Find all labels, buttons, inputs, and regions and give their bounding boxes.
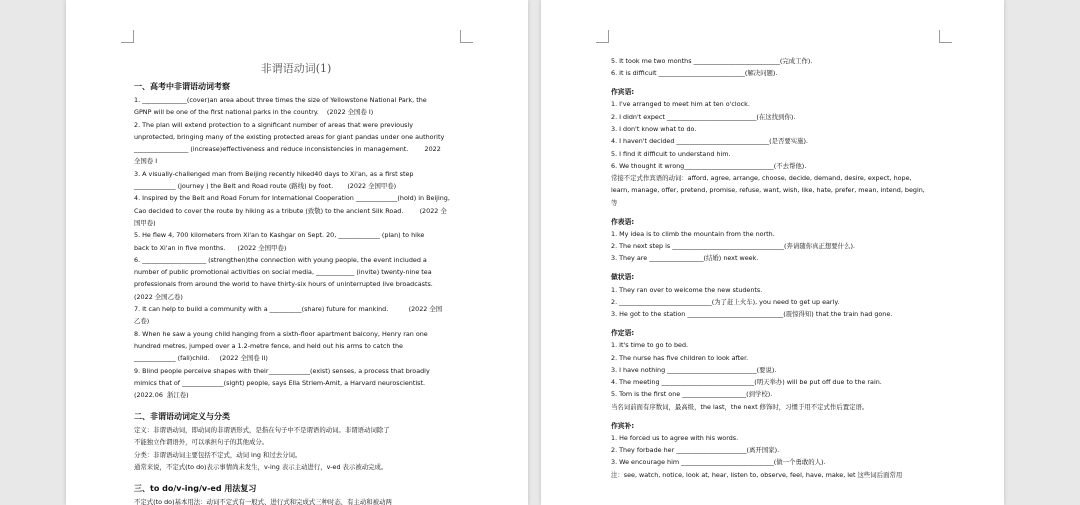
text-line: 6. ____________________ (strengthen)the connection with young people, the event included a [134,255,427,264]
text-line: 2. The plan will extend protection to a significant number of areas that were previously [134,120,414,129]
text-line: _____________ (journey ) the Belt and Road route (路线) by foot. (2022 全国甲卷) [134,182,397,191]
text-line: 国甲卷) [134,218,156,227]
text-line: 5. He flew 4, 700 kilometers from Xi'an to Kashgar on Sept. 20, _____________ (plan) to hike [134,231,425,240]
page-content [611,55,941,481]
crop-mark-top-left [596,30,609,43]
group-body [611,98,941,209]
text-line: 8. When he saw a young child hanging from a sixth-floor apartment balcony, Henry ran one [134,329,428,338]
text-line: 注：see, watch, notice, look at, hear, listen to, observe, feel, have, make, let 这些词后面常用 [611,470,903,479]
text-line: (2022.06 浙江卷) [134,391,189,400]
group-body [611,284,941,321]
text-line: 3. We encourage him _____________________________(做一个勇敢的人). [611,458,826,467]
text-line: 通常来说，不定式(to do)表示事情尚未发生，v-ing 表示主动进行，v-ed 表示被动完成。 [134,462,388,471]
text-line: 常接不定式作宾语的动词：afford, agree, arrange, choose, decide, demand, desire, expect, hope, [611,174,912,183]
text-line: 全国卷 I [134,157,158,166]
text-line: 不定式(to do)基本用法：动词不定式有一般式、进行式和完成式三种时态，有主动和被动两 [134,497,392,505]
text-line: 1. He forced us to agree with his words. [611,433,739,442]
text-line: 1. It's time to go to bed. [611,341,689,350]
text-line: 1. I've arranged to meet him at ten o'clock. [611,100,750,109]
group-body [611,339,941,413]
group-heading: 作定语: [611,328,635,337]
section-heading: 二、非谓语动词定义与分类 [134,411,230,421]
group-heading: 作表语: [611,217,635,226]
text-line: 2. The nurse has five children to look after. [611,353,749,362]
text-line: 乙卷) [134,317,150,326]
text-line: 1. They ran over to welcome the new students. [611,285,763,294]
text-line: 定义：非谓语动词，即动词的非谓语形式，是指在句子中不是谓语的动词。非谓语动词除了 [134,425,390,434]
crop-mark-top-right [939,30,952,43]
section-body [611,55,941,80]
text-line: 6. It is difficult ___________________________(解决问题). [611,69,778,78]
text-line: _____________ (fall)child. (2022 全国卷 II) [134,354,268,363]
text-line: 4. Inspired by the Belt and Road Forum for International Cooperation _____________(hold) in Beijing, [134,194,450,203]
text-line: _________________ (increase)effectiveness and reduce inconsistencies in management. 2022 [134,145,441,154]
group-body [611,432,941,481]
text-line: Cao decided to cover the route by hiking as a tribute (致敬) to the ancient Silk Road. (2022 全 [134,206,447,215]
text-line: 9. Blind people perceive shapes with their_____________(exist) senses, a process that broadly [134,366,430,375]
text-line: 3. I have nothing ____________________________(要说). [611,365,777,374]
text-line: unprotected, bringing many of the existing protected areas for giant pandas under one authority [134,132,445,141]
text-line: 2. _____________________________(为了赶上火车), you need to get up early. [611,297,840,306]
document-page-left [66,0,528,505]
text-line: 2. The next step is ___________________________________(奔请随你真正想要什么). [611,242,855,251]
section-body [134,496,458,505]
group-body [611,228,941,265]
text-line: 7. It can help to build a community with a __________(share) future for mankind. (2022 全国 [134,305,443,314]
text-line: 等 [611,198,618,207]
text-line: 3. They are _________________(结婚) next week. [611,254,759,263]
grammar-groups [611,80,941,481]
text-line: 3. A visually-challenged man from Beijing recently hiked40 days to Xi'an, as a first step [134,169,414,178]
section-heading: 三、to do/v-ing/v-ed 用法复习 [134,483,257,493]
section-body [134,94,458,401]
text-line: 6. We thought it wrong____________________________(不去帮他). [611,161,807,170]
text-line: 5. Tom is the first one ____________________(到学校). [611,390,773,399]
text-line: 不能独立作谓语外，可以承担句子的其他成分。 [134,438,269,447]
crop-mark-top-left [121,30,134,43]
text-line: 2. I didn't expect ____________________________(在这找到你). [611,112,796,121]
text-line: GPNP will be one of the first national parks in the country. (2022 全国卷 I) [134,108,374,117]
text-line: mimics that of _____________(sight) people, says Ella Striem-Amit, a Harvard neuroscientist. [134,378,426,387]
section-heading: 一、高考中非谓语动词考察 [134,82,230,91]
text-line: 1. My idea is to climb the mountain from the north. [611,229,775,238]
text-line: 5. I find it difficult to understand him. [611,149,731,158]
text-line: professionals from around the world to have thirty-six hours of uninterrupted live broadcasts. [134,280,433,289]
section-body [134,424,458,473]
text-line: 3. He got to the station ______________________________(震惊得知) that the train had gone. [611,310,893,319]
text-line: number of public promotional activities on social media, ____________ (invite) twenty-nine tea [134,268,432,277]
document-page-right [541,0,1004,505]
text-line: (2022 全国乙卷) [134,292,183,301]
page-content [134,60,458,505]
text-line: back to Xi'an in five months. (2022 全国甲卷) [134,243,287,252]
text-line: 3. I don't know what to do. [611,124,697,133]
group-heading: 做状语: [611,273,635,282]
text-line: 4. The meeting _____________________________(明天举办) will be put off due to the rain. [611,378,882,387]
text-line: learn, manage, offer, pretend, promise, refuse, want, wish, like, hate, prefer, mean, intend, begin, [611,186,925,195]
document-title: 非谓语动词(1) [260,62,332,75]
text-line: 分类：非谓语动词主要包括不定式，动词 ing 和过去分词。 [134,450,302,459]
text-line: 5. It took me two months ___________________________(完成工作). [611,57,813,65]
text-line: 1. ______________(cover)an area about three times the size of Yellowstone National Park, the [134,96,427,104]
crop-mark-top-right [460,30,473,43]
group-heading: 作宾语: [611,88,635,97]
group-heading: 作宾补: [611,421,635,430]
text-line: 4. I haven't decided _____________________________(是否要实施). [611,137,809,146]
text-line: hundred metres, jumped over a 1.2-metre fence, and held out his arms to catch the [134,341,403,350]
text-line: 2. They forbade her ______________________(离开国家). [611,446,780,455]
text-line: 当名词前面有序数词，最高级，the last，the next 修饰时，习惯于用不定式作后置定语。 [611,402,869,411]
